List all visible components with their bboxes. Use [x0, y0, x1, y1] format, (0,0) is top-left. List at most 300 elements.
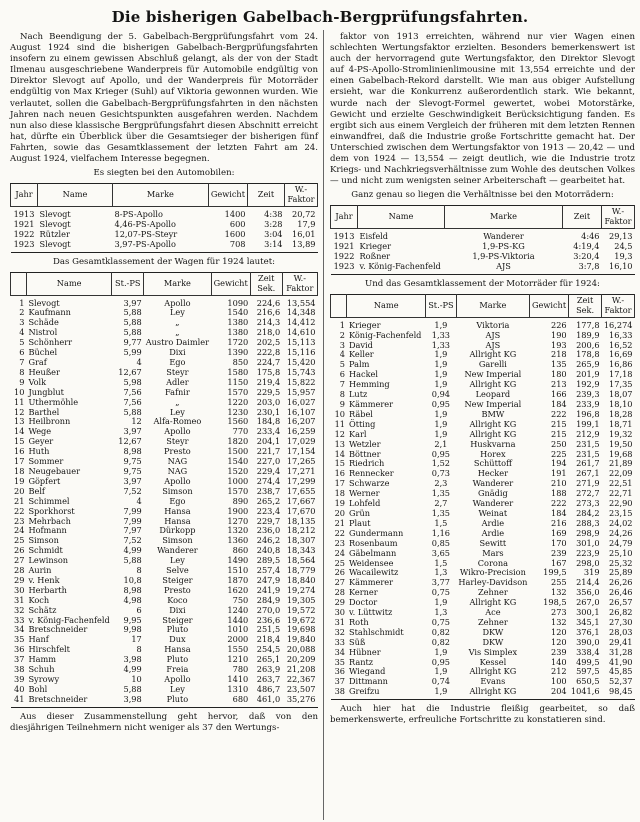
table-cell: Pluto	[166, 654, 189, 665]
table-cell: 22,90	[609, 498, 633, 509]
table-cell: 31	[334, 616, 345, 627]
table-cell: 218,0	[256, 327, 281, 338]
table-cell: 14,412	[286, 317, 316, 328]
table-cell: David	[348, 339, 373, 350]
table-cell: 3	[19, 317, 25, 328]
table-cell: Allright KG	[469, 349, 517, 360]
table-cell: 7	[19, 357, 25, 367]
table-cell: 30	[334, 607, 345, 618]
table-cell: Schüttoff	[473, 458, 512, 469]
table-cell: 22	[14, 505, 25, 516]
table-cell: 1390	[227, 347, 249, 358]
table-cell: 1,5	[434, 517, 448, 528]
table-cell: 22,71	[609, 488, 633, 499]
table-cell: Kessel	[479, 656, 507, 667]
table-cell: 38	[331, 687, 347, 699]
table-cell: 263,7	[256, 674, 281, 684]
column-divider	[323, 30, 324, 820]
table-cell: 1,9-PS-KG	[482, 241, 525, 252]
table-cell: 1010	[227, 624, 249, 635]
header-cell: W.-Faktor	[602, 206, 635, 229]
table-cell: New Imperial	[464, 399, 522, 409]
table-cell: 20	[14, 485, 25, 496]
table-cell: 1620	[227, 584, 249, 595]
table-cell: Harley-Davidson	[458, 577, 528, 588]
table-cell: 16	[14, 446, 25, 457]
table-cell: 16,69	[609, 349, 633, 360]
moto-classification-table	[330, 294, 635, 700]
table-cell: 40	[14, 683, 25, 694]
table-cell: 21	[334, 517, 345, 528]
table-cell: 5	[19, 337, 25, 348]
table-cell: 0,94	[431, 389, 450, 400]
table-cell: 22	[334, 527, 345, 538]
table-cell: 26,26	[609, 577, 633, 588]
table-cell: 239	[550, 646, 567, 657]
table-cell: 15	[14, 436, 25, 447]
table-cell: 3:28	[264, 218, 283, 229]
moto-winners-body	[331, 229, 635, 275]
table-cell: 7,56	[123, 396, 142, 407]
table-cell: Apollo	[164, 674, 191, 684]
table-cell: 225	[550, 448, 567, 459]
table-cell: 15	[334, 458, 345, 469]
table-cell: 8	[339, 389, 345, 400]
table-cell: 1270	[227, 515, 249, 526]
table-cell: 247,9	[256, 574, 281, 585]
table-cell: 45,85	[609, 666, 633, 677]
table-cell: 1,35	[431, 507, 450, 518]
table-cell: Hansa	[164, 644, 191, 655]
table-cell: 3:04	[264, 228, 283, 239]
table-cell: 1240	[227, 604, 249, 615]
table-cell: Roth	[348, 616, 369, 627]
table-cell: 15,822	[286, 376, 316, 387]
table-cell: 265,9	[576, 359, 600, 370]
table-cell: 1580	[227, 366, 249, 377]
table-cell: 199,5	[543, 567, 567, 578]
table-cell: 21,89	[609, 458, 633, 469]
table-cell: Doctor	[348, 597, 378, 608]
table-cell: 25	[334, 557, 345, 568]
table-cell: 6	[136, 604, 142, 615]
table-cell: 1,9	[434, 428, 448, 439]
table-cell: Kerner	[348, 587, 378, 598]
table-cell: 218,4	[256, 634, 281, 645]
table-cell: „	[175, 327, 180, 338]
table-cell: Rantz	[348, 656, 374, 667]
table-cell: 212,9	[576, 428, 600, 439]
table-cell: 12,07-PS-Steyr	[114, 228, 178, 239]
table-cell: 17,154	[286, 446, 316, 457]
table-cell: 7,99	[123, 515, 142, 526]
table-cell: 461,0	[250, 695, 282, 707]
table-cell: Gundermann	[348, 527, 404, 538]
table-cell: Wanderer	[483, 231, 524, 242]
table-cell: 338,4	[576, 646, 600, 657]
table-cell: Mehrbach	[28, 515, 71, 526]
table-cell: 1,33	[431, 329, 450, 340]
table-cell: 298,0	[576, 557, 600, 568]
table-cell: 18,10	[609, 399, 633, 409]
table-cell: 196,8	[576, 408, 600, 419]
table-cell: 8	[19, 366, 25, 377]
table-cell: 222	[550, 498, 567, 509]
table-cell: 135	[550, 359, 567, 370]
table-cell: 190	[550, 329, 567, 340]
table-cell: 184,8	[256, 416, 281, 427]
table-cell: 17,670	[286, 505, 316, 516]
table-row	[11, 295, 318, 308]
table-cell: Steiger	[162, 614, 193, 625]
table-cell: 1,9	[434, 319, 448, 330]
table-cell: Uthermöhle	[28, 396, 79, 407]
header-cell: W.-Faktor	[285, 184, 318, 207]
table-cell: 191	[550, 468, 567, 479]
table-cell: 177,8	[576, 319, 600, 330]
table-cell: 15,420	[286, 357, 316, 367]
table-cell: Greifzu	[347, 687, 425, 699]
table-cell: 10,8	[123, 574, 142, 585]
table-cell: 1,5	[434, 557, 448, 568]
table-cell: Nistrol	[28, 327, 58, 338]
table-cell: Garelli	[478, 359, 507, 370]
table-cell: 28	[14, 565, 25, 576]
table-cell: 274,4	[256, 475, 281, 486]
table-cell: 231,5	[576, 438, 600, 449]
table-cell: Ego	[169, 357, 186, 367]
table-cell: 1220	[227, 396, 249, 407]
table-cell: Slevogt	[28, 297, 60, 308]
table-cell: Slevogt	[38, 240, 113, 252]
table-cell: 19,68	[609, 448, 633, 459]
table-row	[331, 317, 635, 330]
header-cell: St.-PS	[425, 294, 456, 317]
table-cell: 3,97-PS-Apollo	[113, 240, 209, 252]
table-cell: 214,4	[576, 577, 600, 588]
table-cell: 272,7	[576, 488, 600, 499]
table-cell: Hirschfelt	[28, 644, 70, 655]
table-cell: 27	[14, 555, 25, 566]
table-cell: 23,507	[286, 683, 316, 694]
table-cell: DKW	[482, 626, 504, 637]
table-cell: Slevogt	[39, 218, 71, 229]
table-cell: Horex	[480, 448, 506, 459]
table-cell: 212	[550, 666, 567, 677]
table-cell: 203,0	[256, 396, 281, 407]
header-cell: Jahr	[11, 184, 38, 207]
table-cell: 15,743	[286, 366, 316, 377]
table-cell: 1570	[227, 485, 249, 496]
moto-winners-heading: Ganz genau so liegen die Verhältnisse bei den Motorrädern:	[351, 190, 614, 201]
table-cell: 4,99	[123, 664, 142, 675]
table-cell: 16,027	[286, 396, 316, 407]
table-cell: 2000	[227, 634, 249, 645]
table-cell: Volk	[28, 376, 47, 387]
table-cell: 8-PS-Apollo	[114, 209, 163, 220]
table-cell: 16,10	[602, 262, 635, 274]
table-cell: 11	[14, 396, 25, 407]
table-cell: 120	[550, 626, 567, 637]
table-cell: Hecker	[477, 468, 509, 479]
table-cell: 1900	[227, 505, 249, 516]
table-cell: 22,09	[609, 468, 633, 479]
auto-class-body	[11, 295, 318, 707]
table-cell: Dux	[169, 634, 186, 645]
table-cell: 17,655	[286, 485, 316, 496]
left-outro-paragraph: Aus dieser Zusammenstellung geht hervor, daß von den diesjährigen Teilnehmern nicht weniger als 37 den Wertungs-	[10, 711, 318, 733]
table-cell: 25,10	[609, 547, 633, 558]
table-cell: 10	[14, 386, 25, 397]
table-cell: Pluto	[166, 624, 189, 635]
table-cell: Simson	[162, 485, 193, 496]
table-cell: 178,8	[576, 349, 600, 360]
table-row	[331, 687, 635, 699]
table-cell: Dixi	[169, 604, 186, 615]
table-cell: 5,98	[123, 376, 142, 387]
table-cell: 98,45	[602, 687, 635, 699]
auto-class-header	[11, 272, 318, 295]
table-cell: 15,957	[286, 386, 316, 397]
table-cell: 284,9	[256, 594, 281, 605]
table-cell: 1870	[227, 574, 249, 585]
header-cell: Jahr	[331, 206, 358, 229]
table-cell: 1922	[333, 251, 355, 262]
table-cell: Rützler	[39, 228, 70, 239]
table-cell: 22,51	[609, 478, 633, 489]
table-cell: 263,9	[256, 664, 281, 675]
table-cell: Allright KG	[469, 418, 517, 429]
table-cell: 19	[334, 498, 345, 509]
table-row	[11, 240, 318, 252]
table-cell: 215	[550, 418, 567, 429]
table-cell: 24	[334, 547, 345, 558]
table-cell: 224,7	[256, 357, 281, 367]
table-cell: 1600	[224, 228, 246, 239]
table-cell: 240,8	[256, 545, 281, 556]
table-cell: 25	[14, 535, 25, 546]
table-cell: 1380	[227, 317, 249, 328]
table-cell: Keller	[348, 349, 374, 360]
table-cell: 597,5	[576, 666, 600, 677]
table-cell: 267,1	[576, 468, 600, 479]
table-cell: 5,88	[123, 406, 142, 417]
table-cell: Zehner	[477, 616, 508, 627]
table-cell: 1400	[224, 209, 246, 220]
table-cell: 23	[14, 515, 25, 526]
table-cell: 300,1	[576, 607, 600, 618]
table-cell: 216,6	[256, 307, 281, 318]
table-cell: 175,8	[256, 366, 281, 377]
table-cell: 1,9	[434, 408, 448, 419]
table-cell: 257,4	[256, 565, 281, 576]
table-cell: 222,8	[256, 347, 281, 358]
table-cell: 1041,6	[569, 687, 602, 699]
table-cell: 19,274	[286, 584, 316, 595]
table-cell: 8,98	[123, 584, 142, 595]
table-cell: 3,98	[123, 654, 142, 665]
table-cell: Hansa	[164, 505, 191, 516]
table-cell: 16,01	[292, 228, 316, 239]
table-cell: 170	[550, 537, 567, 548]
table-cell: Lohfeld	[348, 498, 381, 509]
table-cell: Büchel	[28, 347, 58, 358]
table-cell: 236,0	[256, 525, 281, 536]
table-cell: 20,72	[292, 209, 316, 220]
table-cell: Allright KG	[469, 379, 517, 390]
table-cell: Slevogt	[39, 209, 71, 220]
table-cell: Mars	[482, 547, 504, 558]
table-cell: 31	[14, 594, 25, 605]
table-cell: 3,97	[123, 426, 142, 437]
table-cell: 780	[232, 664, 249, 675]
table-cell: 499,5	[576, 656, 600, 667]
table-cell: v. Lüttwitz	[348, 607, 393, 618]
table-cell: 229,5	[256, 386, 281, 397]
table-cell: Süß	[348, 636, 366, 647]
table-cell: Krieger	[359, 241, 391, 252]
table-cell: 13	[334, 438, 345, 449]
table-cell: 236,6	[256, 614, 281, 625]
auto-class-heading: Das Gesamtklassement der Wagen für 1924 lautet:	[52, 256, 276, 267]
table-cell: 31,28	[609, 646, 633, 657]
table-cell: 5,88	[123, 317, 142, 328]
table-cell: Weidensee	[348, 557, 394, 568]
table-cell: 7	[339, 379, 345, 390]
table-cell: 23	[334, 537, 345, 548]
table-cell: 680	[211, 695, 250, 707]
table-cell: 890	[232, 495, 249, 506]
header-cell: Name	[347, 294, 425, 317]
table-cell: 3:7,8	[563, 262, 602, 274]
table-cell: Koco	[167, 594, 188, 605]
table-cell: 16,274	[603, 319, 633, 330]
table-cell: Sommer	[28, 456, 64, 467]
table-cell: 0,74	[431, 676, 450, 687]
table-cell: Roßner	[359, 251, 391, 262]
table-cell: 7,99	[123, 505, 142, 516]
right-intro-paragraph: faktor von 1913 erreichten, während nur vier Wagen einen schlechten Wertungsfaktor erzielten. Besonders bemerkenswert ist auch der hervorragend gute Wertungsfaktor, den Direktor Slevogt auf 4-PS-Apollo-Stromlinienlimousine mit 13,554 erreichte und der einen Gabelbach-Rekord darstellt. Wie man aus obiger Aufstellung ersieht, war die Konkurrenz außerordentlich stark. Wie bekannt, wurde nach der Slevogt-Formel gewertet, wobei Motorstärke, Gewicht und erzielte Geschwindigkeit Berücksichtigung fanden. Es ergibt sich aus einem Vergleich der früheren mit dem letzten Rennen einwandfrei, daß die Industrie große Fortschritte gemacht hat. Der Unterschied zwischen dem Wertungsfaktor von 1913 — 20,42 — und dem von 1924 — 13,554 — zeigt deutlich, wie die Industrie trotz Kriegs- und Nachkriegsverhältnisse zum Wohle des deutschen Volkes — und nicht zum wenigsten seiner Arbeiterschaft — gearbeitet hat.	[330, 32, 635, 187]
table-cell: 229,4	[256, 465, 281, 476]
table-cell: 120	[550, 636, 567, 647]
table-cell: 1550	[227, 644, 249, 655]
table-cell: 238,7	[256, 485, 281, 496]
table-cell: 5	[339, 359, 345, 370]
table-cell: 29,41	[609, 636, 633, 647]
table-cell: 0,75	[431, 616, 450, 627]
table-cell: 1540	[227, 307, 249, 318]
right-outro-paragraph: Auch hier hat die Industrie fleißig gearbeitet, so daß bemerkenswerte, erfreuliche Fortschritte zu konstatieren sind.	[330, 704, 635, 726]
table-cell: 254,5	[256, 644, 281, 655]
table-cell: 184	[550, 399, 567, 409]
table-row	[331, 229, 635, 242]
header-cell: Zeit Sek.	[569, 294, 602, 317]
table-cell: 3,65	[431, 547, 450, 558]
table-cell: 18	[14, 465, 25, 476]
table-cell: Allright KG	[469, 666, 517, 677]
table-cell: 19,672	[286, 614, 316, 625]
table-cell: 13	[14, 416, 25, 427]
table-cell: 216	[550, 517, 567, 528]
table-cell: 5,99	[123, 347, 142, 358]
table-cell: Vis Simplex	[468, 646, 518, 657]
table-cell: 3:14	[248, 240, 285, 252]
table-cell: 1,9	[434, 418, 448, 429]
table-cell: 1230	[227, 406, 249, 417]
table-cell: 26,82	[609, 607, 633, 618]
table-row	[331, 262, 635, 274]
table-cell: NAG	[167, 456, 188, 467]
table-cell: Lewinson	[28, 555, 69, 566]
header-cell: Name	[26, 272, 111, 295]
table-cell: 600	[229, 218, 246, 229]
table-cell: 708	[208, 240, 247, 252]
table-cell: Wanderer	[472, 478, 514, 489]
table-cell: 20,209	[286, 654, 316, 665]
table-cell: 1	[339, 319, 345, 330]
header-cell: Gewicht	[529, 294, 568, 317]
table-cell: 36	[14, 644, 25, 655]
moto-winners-header	[331, 206, 635, 229]
table-cell: Hanf	[28, 634, 49, 645]
table-cell: 850	[232, 357, 249, 367]
table-cell: 15,116	[286, 347, 316, 358]
table-cell: 33	[14, 614, 25, 625]
table-cell: 5,88	[123, 683, 142, 694]
table-cell: Neugebauer	[28, 465, 80, 476]
table-cell: v. König-Fachenfeld	[358, 262, 445, 274]
header-cell: Name	[38, 184, 113, 207]
table-cell: Corona	[477, 557, 508, 568]
table-cell: 1490	[227, 555, 249, 566]
table-cell: Riedrich	[348, 458, 385, 469]
table-cell: 52,37	[609, 676, 633, 687]
table-cell: 233,4	[256, 426, 281, 437]
auto-winners-table	[10, 183, 318, 252]
table-cell: Wanderer	[157, 545, 198, 556]
table-cell: 3,97	[123, 475, 142, 486]
table-cell: 1820	[227, 436, 249, 447]
table-cell: Ardie	[481, 527, 505, 538]
table-cell: 24,26	[609, 527, 633, 538]
table-cell: Grün	[348, 507, 370, 518]
table-cell: 4	[19, 327, 25, 338]
table-cell: Huth	[28, 446, 50, 457]
table-cell: Hübner	[348, 646, 381, 657]
table-cell: 18,212	[286, 525, 316, 536]
table-cell: 204,1	[256, 436, 281, 447]
table-cell: 1540	[227, 456, 249, 467]
header-cell: Marke	[445, 206, 563, 229]
table-cell: 289,5	[256, 555, 281, 566]
table-cell: 271,9	[576, 478, 600, 489]
header-cell: Gewicht	[211, 272, 250, 295]
table-cell: 1510	[227, 565, 249, 576]
table-cell: 2,1	[434, 438, 448, 449]
table-cell: Gäbelmann	[348, 547, 397, 558]
table-cell: 28	[334, 587, 345, 598]
table-cell: Ley	[169, 307, 185, 318]
table-cell: 18,135	[286, 515, 316, 526]
table-cell: 9	[19, 376, 25, 387]
table-cell: 1,9-PS-Viktoria	[472, 251, 535, 262]
table-cell: BMW	[481, 408, 505, 419]
table-cell: 29	[14, 574, 25, 585]
table-cell: 24,5	[614, 241, 633, 252]
table-cell: Ley	[169, 555, 185, 566]
table-cell: Hofmann	[28, 525, 67, 536]
table-cell: Böttner	[348, 448, 381, 459]
